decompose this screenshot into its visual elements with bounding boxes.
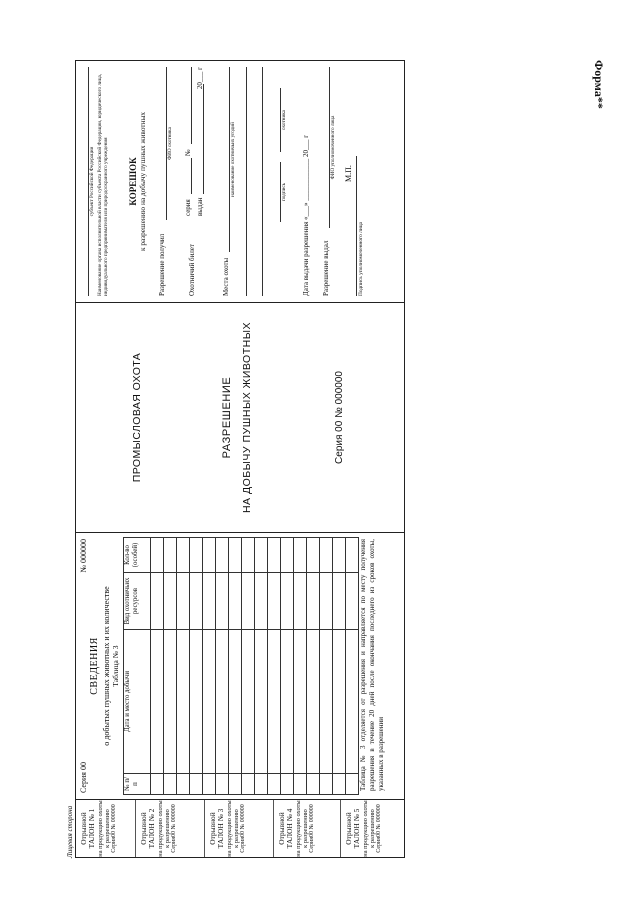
tear-off-stubs <box>76 799 404 857</box>
ticket-series-word: серия <box>184 199 192 216</box>
places-line-3 <box>262 67 263 296</box>
table-cell[interactable] <box>333 630 346 774</box>
table-cell[interactable] <box>229 774 242 795</box>
table-cell[interactable] <box>229 573 242 630</box>
fio-authorized-caption: ФИО уполномоченного лица <box>330 115 336 180</box>
stub-title: Отрывной ТАЛОН № 1 <box>79 808 97 849</box>
table-cell[interactable] <box>242 538 255 573</box>
table-cell[interactable] <box>151 538 164 573</box>
ticket-number-line <box>191 67 192 144</box>
stub-3 <box>205 800 274 857</box>
table-cell[interactable] <box>268 573 281 630</box>
permit-serial: Серия 00 № 000000 <box>334 371 345 464</box>
stub-text: на продукцию охоты к разрешению <box>225 800 240 857</box>
table-cell[interactable] <box>190 630 203 774</box>
subject-caption: субъект Российской Федерации <box>89 146 95 217</box>
issued-label: выдан <box>196 197 204 216</box>
permit-form-sheet <box>66 58 406 858</box>
table-cell[interactable] <box>151 630 164 774</box>
permit-title: РАЗРЕШЕНИЕ <box>221 376 233 459</box>
stub-2 <box>136 800 205 857</box>
info-subtitle: о добытых пушных животных и их количестве <box>102 586 111 746</box>
table-cell[interactable] <box>268 774 281 795</box>
form-frame <box>75 60 405 858</box>
table-cell[interactable] <box>307 573 320 630</box>
table-cell[interactable] <box>307 538 320 573</box>
table-cell[interactable] <box>242 630 255 774</box>
table-cell[interactable] <box>307 774 320 795</box>
table-cell[interactable] <box>203 573 216 630</box>
col-number: № п/п <box>124 774 151 795</box>
table-cell[interactable] <box>216 630 229 774</box>
stub-5 <box>341 800 404 857</box>
table-cell[interactable] <box>333 573 346 630</box>
places-label: Места охоты <box>222 257 230 296</box>
form-mark: Форма** <box>592 60 606 109</box>
issue-date-label: Дата выдачи разрешения «___» ____________ 20___ г <box>302 134 310 296</box>
table-cell[interactable] <box>164 774 177 795</box>
table-row <box>320 538 333 795</box>
table-cell[interactable] <box>151 573 164 630</box>
harvest-table-body <box>151 538 359 795</box>
stub-1 <box>76 800 136 857</box>
stub-title: Отрывной ТАЛОН № 4 <box>277 808 295 849</box>
table-cell[interactable] <box>203 630 216 774</box>
table-cell[interactable] <box>216 573 229 630</box>
ticket-number-sign: № <box>184 149 192 156</box>
table-row <box>333 538 346 795</box>
stub-series: Серия00 № 000000 <box>110 804 117 853</box>
table-row <box>177 538 190 795</box>
table-cell[interactable] <box>177 630 190 774</box>
table-row <box>281 538 294 795</box>
counterfoil-title: КОРЕШОК <box>128 157 138 206</box>
table-cell[interactable] <box>229 538 242 573</box>
table-row <box>346 538 359 795</box>
table-cell[interactable] <box>346 538 359 573</box>
info-series-row <box>79 539 88 793</box>
table-cell[interactable] <box>294 538 307 573</box>
table-cell[interactable] <box>255 774 268 795</box>
table-row <box>151 538 164 795</box>
table-row <box>242 538 255 795</box>
stub-series: Серия00 № 000000 <box>308 804 315 853</box>
stub-title: Отрывной ТАЛОН № 3 <box>208 808 226 849</box>
table-cell[interactable] <box>242 774 255 795</box>
table-label: Таблица № 3 <box>111 645 120 687</box>
issued-line <box>203 84 204 194</box>
table-cell[interactable] <box>255 630 268 774</box>
table-cell[interactable] <box>294 573 307 630</box>
stub-4 <box>274 800 341 857</box>
table-cell[interactable] <box>164 538 177 573</box>
issued-by-label: Разрешение выдал <box>322 240 330 296</box>
table-cell[interactable] <box>294 630 307 774</box>
table-cell[interactable] <box>177 774 190 795</box>
table-cell[interactable] <box>177 538 190 573</box>
table-cell[interactable] <box>164 573 177 630</box>
table-cell[interactable] <box>164 630 177 774</box>
places-caption: наименование охотничьих угодий <box>230 122 236 197</box>
stamp-mark: М.П. <box>344 165 353 182</box>
table-row <box>203 538 216 795</box>
stub-series: Серия00 № 000000 <box>375 804 382 853</box>
received-label: Разрешение получил <box>158 233 166 296</box>
table-row <box>255 538 268 795</box>
counterfoil <box>76 61 404 302</box>
hunt-type: ПРОМЫСЛОВАЯ ОХОТА <box>131 352 143 483</box>
stub-text: на продукцию охоты к разрешению <box>156 800 171 857</box>
table-cell[interactable] <box>320 573 333 630</box>
table-cell[interactable] <box>333 774 346 795</box>
info-series: Серия 00 <box>79 762 88 793</box>
table-cell[interactable] <box>346 630 359 774</box>
table-cell[interactable] <box>190 538 203 573</box>
table-row <box>164 538 177 795</box>
stub-text: на продукцию охоты к разрешению <box>96 800 111 857</box>
table-row <box>190 538 203 795</box>
table-cell[interactable] <box>320 538 333 573</box>
table-cell[interactable] <box>216 538 229 573</box>
permit-main <box>76 302 404 532</box>
table-cell[interactable] <box>281 774 294 795</box>
stub-text: на продукцию охоты к разрешению <box>361 800 376 857</box>
table-cell[interactable] <box>203 774 216 795</box>
col-species: Вид охотничьих ресурсов <box>124 573 151 630</box>
table-cell[interactable] <box>242 573 255 630</box>
stub-series: Серия00 № 000000 <box>170 804 177 853</box>
table-cell[interactable] <box>281 538 294 573</box>
table-cell[interactable] <box>281 573 294 630</box>
table-cell[interactable] <box>151 774 164 795</box>
table-cell[interactable] <box>320 630 333 774</box>
hunter-caption: охотника <box>281 110 287 130</box>
stub-text: на продукцию охоты к разрешению <box>294 800 309 857</box>
fio-hunter-caption: ФИО охотника <box>167 127 173 160</box>
table-cell[interactable] <box>177 573 190 630</box>
table-row <box>229 538 242 795</box>
authorized-signature-caption: Подпись уполномоченного лица <box>358 221 364 296</box>
table-row <box>307 538 320 795</box>
stub-series: Серия00 № 000000 <box>239 804 246 853</box>
table-cell[interactable] <box>229 630 242 774</box>
table-cell[interactable] <box>190 774 203 795</box>
authorized-signature-line <box>356 156 357 296</box>
table-cell[interactable] <box>255 573 268 630</box>
side-caption: Лицевая сторона <box>66 805 74 858</box>
table-cell[interactable] <box>268 630 281 774</box>
authority-caption: Наименование органа исполнительной власти субъекта Российской Федерации, юридического лица, индивидуального предпринимателя или природоохранного учреждения <box>97 73 110 296</box>
table-note: Таблица № 3 отделяется от разрешения и направляется по месту получения разрешения в течение 20 дней после окончания последнего из сроков охоты, указанных в разрешении <box>359 539 385 791</box>
table-cell[interactable] <box>320 774 333 795</box>
ticket-series-line <box>191 158 192 194</box>
table-cell[interactable] <box>190 573 203 630</box>
info-number: № 000000 <box>79 539 88 573</box>
harvest-info-section <box>76 532 404 799</box>
table-cell[interactable] <box>307 630 320 774</box>
info-title: СВЕДЕНИЯ <box>89 637 100 695</box>
table-cell[interactable] <box>203 538 216 573</box>
table-cell[interactable] <box>281 630 294 774</box>
ticket-label: Охотничий билет <box>188 244 196 296</box>
table-row <box>268 538 281 795</box>
counterfoil-subtitle: к разрешению на добычу пушных животных <box>138 111 147 252</box>
table-cell[interactable] <box>346 573 359 630</box>
table-row <box>216 538 229 795</box>
harvest-table <box>123 537 359 795</box>
table-cell[interactable] <box>333 538 346 573</box>
stub-title: Отрывной ТАЛОН № 2 <box>139 808 157 849</box>
issued-year: 20___ г <box>196 67 204 90</box>
places-line-2 <box>246 67 247 296</box>
table-cell[interactable] <box>255 538 268 573</box>
table-cell[interactable] <box>294 774 307 795</box>
permit-purpose: НА ДОБЫЧУ ПУШНЫХ ЖИВОТНЫХ <box>241 321 253 514</box>
stub-title: Отрывной ТАЛОН № 5 <box>344 808 362 849</box>
col-date-place: Дата и место добычи <box>124 630 151 774</box>
table-cell[interactable] <box>216 774 229 795</box>
col-count: Кол-во (особей) <box>124 538 151 573</box>
table-cell[interactable] <box>268 538 281 573</box>
signature-caption: подпись <box>281 182 287 202</box>
table-cell[interactable] <box>346 774 359 795</box>
table-row <box>294 538 307 795</box>
